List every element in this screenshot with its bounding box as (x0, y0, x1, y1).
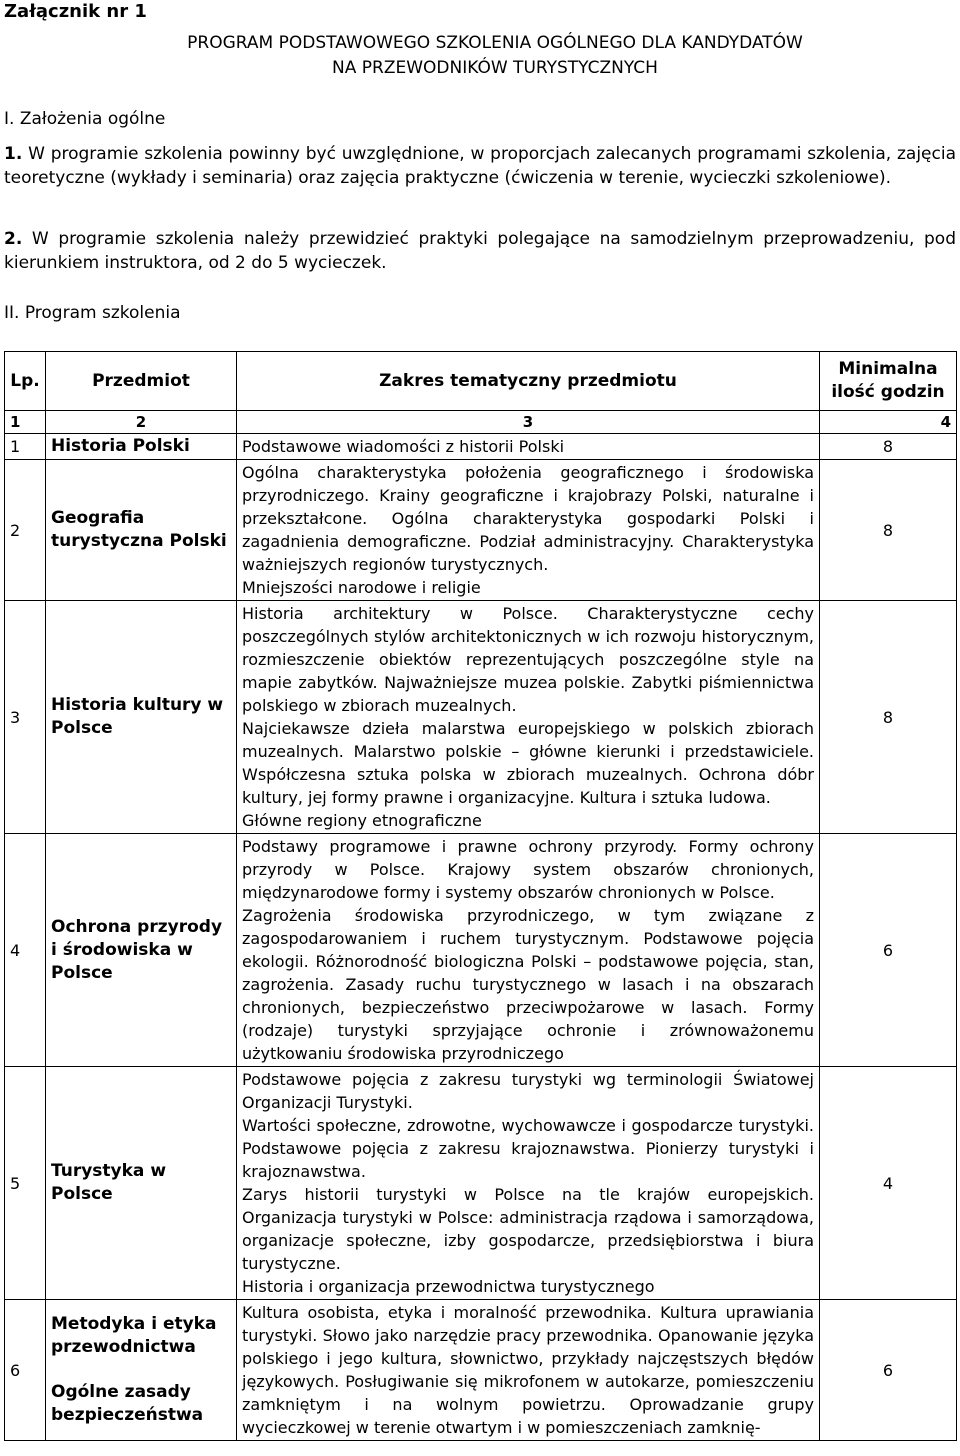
row-number: 5 (5, 1067, 46, 1300)
paragraph-1-text: W programie szkolenia powinny być uwzględnione, w proporcjach zalecanych programami szkolenia, zajęcia teoretyczne (wykłady i seminaria) oraz zajęcia praktyczne (ćwiczenia w terenie, wycieczki szkoleniowe). (4, 144, 956, 188)
paragraph-1 (4, 142, 956, 190)
scope-cell (237, 460, 820, 601)
paragraph-1-number: 1. (4, 144, 23, 164)
section-2-heading: II. Program szkolenia (4, 303, 181, 323)
scope-paragraph: Podstawowe wiadomości z historii Polski (242, 437, 565, 456)
scope-paragraph: Ogólna charakterystyka położenia geograficznego i środowiska przyrodniczego. Krainy geograficzne i krajobrazy Polski, naturalne i przekształcone. Ogólna charakterystyka gospodarki Polski i zagadnienia demograficzne. Podział administracyjny. Charakterystyka ważniejszych regionów turystycznych. (242, 463, 814, 574)
curriculum-table (4, 351, 957, 1441)
table-row (5, 601, 957, 834)
subject-name: Turystyka w Polsce (51, 1161, 167, 1204)
subject-cell (46, 460, 237, 601)
paragraph-2-text: W programie szkolenia należy przewidzieć praktyki polegające na samodzielnym przeprowadzeniu, pod kierunkiem instruktora, od 2 do 5 wycieczek. (4, 229, 956, 273)
subject-name: Metodyka i etyka przewodnictwa (51, 1314, 217, 1357)
scope-cell (237, 434, 820, 460)
subject-cell (46, 1300, 237, 1441)
scope-paragraph: Najciekawsze dzieła malarstwa europejskiego w polskich zbiorach muzealnych. Malarstwo polskie – główne kierunki i przedstawiciele. Współczesna sztuka polska w zbiorach muzealnych. Ochrona dóbr kultury, jej formy prawne i organizacyjne. Kultura i sztuka ludowa. (242, 719, 814, 807)
paragraph-2-number: 2. (4, 229, 23, 249)
header-hours: Minimalna ilość godzin (820, 352, 957, 411)
scope-cell (237, 601, 820, 834)
subject-name: Geografia turystyczna Polski (51, 508, 227, 551)
scope-paragraph: Zarys historii turystyki w Polsce na tle krajów europejskich. Organizacja turystyki w Polsce: administracja rządowa i samorządowa, organizacje społeczne, izby gospodarcze, przedsiębiorstwa i biura turystyczne. (242, 1185, 814, 1273)
scope-cell (237, 1300, 820, 1441)
document-title (0, 31, 960, 81)
table-row (5, 434, 957, 460)
subject-name: Historia kultury w Polsce (51, 695, 224, 738)
table-row (5, 1067, 957, 1300)
table-row (5, 834, 957, 1067)
subject-name: Historia Polski (51, 436, 190, 456)
subject-spacer (51, 1359, 231, 1381)
annex-label: Załącznik nr 1 (4, 1, 147, 22)
hours-cell: 6 (820, 1300, 957, 1441)
scope-paragraph: Historia architektury w Polsce. Charakterystyczne cechy poszczególnych stylów architektonicznych w ich rozwoju historycznym, rozmieszczenie obiektów reprezentujących poszczególne style na mapie zabytków. Najważniejsze muzea polskie. Zabytki piśmiennictwa polskiego w zbiorach muzealnych. (242, 604, 814, 715)
scope-paragraph: Zagrożenia środowiska przyrodniczego, w tym związane z zagospodarowaniem i ruchem turystycznym. Podstawowe pojęcia ekologii. Różnorodność biologiczna Polski – podstawowe pojęcia, stan, zagrożenia. Zasady ruchu turystycznego w lasach i na obszarach chronionych, bezpieczeństwo przeciwpożarowe w lasach. Formy (rodzaje) turystyki sprzyjające ochronie i zrównoważonemu użytkowaniu środowiska przyrodniczego (242, 906, 814, 1063)
subject-extra-name: Ogólne zasady bezpieczeństwa (51, 1382, 204, 1425)
scope-paragraph: Kultura osobista, etyka i moralność przewodnika. Kultura uprawiania turystyki. Słowo jako narzędzie pracy przewodnika. Opanowanie języka polskiego i jego kultura, słownictwo, przykłady najczęstszych błędów językowych. Posługiwanie się mikrofonem w autokarze, pomieszczeniu zamkniętym i na wolnym powietrzu. Oprowadzanie grupy wycieczkowej w terenie otwartym i w pomieszczeniach zamknię- (242, 1303, 814, 1437)
hours-cell: 4 (820, 1067, 957, 1300)
row-number: 2 (5, 460, 46, 601)
hours-cell: 8 (820, 434, 957, 460)
row-number: 6 (5, 1300, 46, 1441)
scope-paragraph: Podstawowe pojęcia z zakresu turystyki wg terminologii Światowej Organizacji Turystyki. (242, 1070, 814, 1112)
column-number: 3 (237, 411, 820, 434)
subject-cell (46, 1067, 237, 1300)
table-body (5, 434, 957, 1441)
hours-cell: 6 (820, 834, 957, 1067)
header-scope: Zakres tematyczny przedmiotu (237, 352, 820, 411)
table-header-row (5, 352, 957, 411)
column-number: 4 (820, 411, 957, 434)
header-lp: Lp. (5, 352, 46, 411)
column-number: 2 (46, 411, 237, 434)
column-number-row (5, 411, 957, 434)
scope-paragraph: Główne regiony etnograficzne (242, 811, 482, 830)
table-row (5, 1300, 957, 1441)
scope-paragraph: Podstawy programowe i prawne ochrony przyrody. Formy ochrony przyrody w Polsce. Krajowy system obszarów chronionych, międzynarodowe formy i systemy obszarów chronionych w Polsce. (242, 837, 814, 902)
header-subject: Przedmiot (46, 352, 237, 411)
row-number: 1 (5, 434, 46, 460)
section-1-heading: I. Założenia ogólne (4, 109, 166, 129)
scope-paragraph: Wartości społeczne, zdrowotne, wychowawcze i gospodarcze turystyki. Podstawowe pojęcia z zakresu krajoznawstwa. Pionierzy turystyki i krajoznawstwa. (242, 1116, 814, 1181)
scope-cell (237, 834, 820, 1067)
table-row (5, 460, 957, 601)
subject-cell (46, 601, 237, 834)
row-number: 3 (5, 601, 46, 834)
document-title-line-1: PROGRAM PODSTAWOWEGO SZKOLENIA OGÓLNEGO DLA KANDYDATÓW (187, 33, 803, 53)
subject-name: Ochrona przyrody i środowiska w Polsce (51, 916, 223, 983)
scope-cell (237, 1067, 820, 1300)
hours-cell: 8 (820, 601, 957, 834)
paragraph-2 (4, 227, 956, 275)
subject-cell (46, 834, 237, 1067)
document-title-line-2: NA PRZEWODNIKÓW TURYSTYCZNYCH (332, 58, 658, 78)
hours-cell: 8 (820, 460, 957, 601)
scope-paragraph: Historia i organizacja przewodnictwa turystycznego (242, 1277, 655, 1296)
column-number: 1 (5, 411, 46, 434)
subject-cell (46, 434, 237, 460)
scope-paragraph: Mniejszości narodowe i religie (242, 578, 481, 597)
row-number: 4 (5, 834, 46, 1067)
